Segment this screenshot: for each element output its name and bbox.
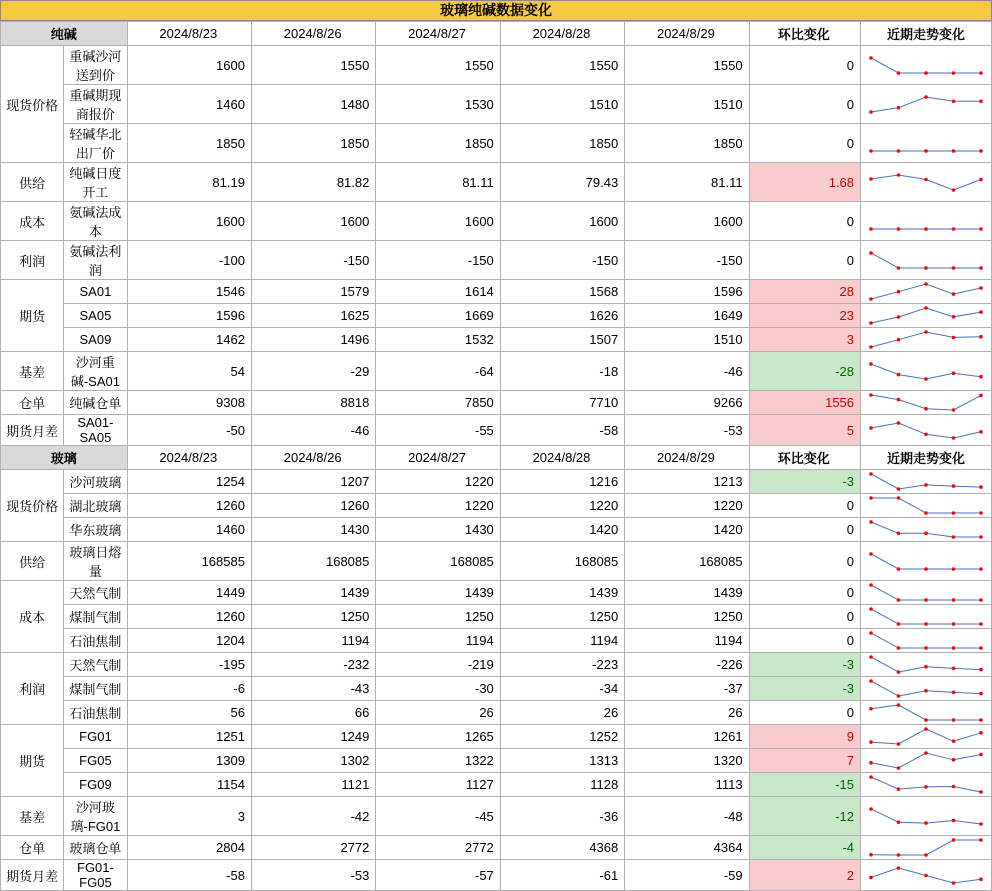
row-value: -55 xyxy=(376,415,500,446)
date-header: 2024/8/28 xyxy=(500,22,624,46)
row-item: SA01 xyxy=(64,280,127,304)
row-item: 石油焦制 xyxy=(64,701,127,725)
row-sparkline xyxy=(861,605,992,629)
row-value: 3 xyxy=(127,797,251,836)
row-value: 168085 xyxy=(625,542,749,581)
row-change: -15 xyxy=(749,773,860,797)
table-row xyxy=(1,542,992,581)
table-row xyxy=(1,749,992,773)
row-sparkline xyxy=(861,328,992,352)
row-value: 1462 xyxy=(127,328,251,352)
row-item: 玻璃仓单 xyxy=(64,836,127,860)
row-change: 5 xyxy=(749,415,860,446)
row-value: 1568 xyxy=(500,280,624,304)
row-value: 1600 xyxy=(376,202,500,241)
row-sparkline xyxy=(861,241,992,280)
row-value: 1460 xyxy=(127,518,251,542)
row-category: 期货月差 xyxy=(1,860,64,891)
row-value: 1250 xyxy=(625,605,749,629)
row-value: 9308 xyxy=(127,391,251,415)
row-value: 1249 xyxy=(251,725,375,749)
row-value: -42 xyxy=(251,797,375,836)
row-category: 供给 xyxy=(1,542,64,581)
row-item: FG05 xyxy=(64,749,127,773)
row-value: 168085 xyxy=(500,542,624,581)
row-change: 0 xyxy=(749,581,860,605)
row-value: 2804 xyxy=(127,836,251,860)
row-value: 1614 xyxy=(376,280,500,304)
row-sparkline xyxy=(861,860,992,891)
row-value: -58 xyxy=(500,415,624,446)
row-value: 1220 xyxy=(376,470,500,494)
row-sparkline xyxy=(861,797,992,836)
row-value: -29 xyxy=(251,352,375,391)
row-value: 1128 xyxy=(500,773,624,797)
date-header: 2024/8/28 xyxy=(500,446,624,470)
row-value: 1510 xyxy=(625,85,749,124)
row-sparkline xyxy=(861,163,992,202)
row-item: 湖北玻璃 xyxy=(64,494,127,518)
section-header-row xyxy=(1,22,992,46)
row-value: 66 xyxy=(251,701,375,725)
table-row xyxy=(1,85,992,124)
row-category: 现货价格 xyxy=(1,470,64,542)
table-row xyxy=(1,352,992,391)
row-value: -150 xyxy=(625,241,749,280)
row-value: -50 xyxy=(127,415,251,446)
row-value: 1302 xyxy=(251,749,375,773)
row-change: 0 xyxy=(749,701,860,725)
table-row xyxy=(1,470,992,494)
row-value: 81.11 xyxy=(625,163,749,202)
date-header: 2024/8/27 xyxy=(376,446,500,470)
row-value: 1260 xyxy=(127,605,251,629)
row-category: 期货月差 xyxy=(1,415,64,446)
row-value: 1194 xyxy=(251,629,375,653)
table-row xyxy=(1,202,992,241)
row-category: 现货价格 xyxy=(1,46,64,163)
row-value: -37 xyxy=(625,677,749,701)
row-value: 1496 xyxy=(251,328,375,352)
row-value: 1600 xyxy=(625,202,749,241)
row-value: 81.19 xyxy=(127,163,251,202)
row-category: 成本 xyxy=(1,581,64,653)
row-value: -6 xyxy=(127,677,251,701)
row-item: 重碱沙河送到价 xyxy=(64,46,127,85)
row-value: 4368 xyxy=(500,836,624,860)
row-item: 沙河玻璃-FG01 xyxy=(64,797,127,836)
row-value: 1449 xyxy=(127,581,251,605)
row-value: 8818 xyxy=(251,391,375,415)
row-value: 1550 xyxy=(500,46,624,85)
table-row xyxy=(1,391,992,415)
row-change: 0 xyxy=(749,494,860,518)
row-item: 轻碱华北出厂价 xyxy=(64,124,127,163)
date-header: 2024/8/27 xyxy=(376,22,500,46)
row-change: -3 xyxy=(749,470,860,494)
row-value: 1260 xyxy=(127,494,251,518)
row-sparkline xyxy=(861,46,992,85)
row-sparkline xyxy=(861,725,992,749)
row-category: 期货 xyxy=(1,725,64,797)
table-row xyxy=(1,797,992,836)
row-value: 56 xyxy=(127,701,251,725)
row-value: 1194 xyxy=(625,629,749,653)
row-item: 煤制气制 xyxy=(64,605,127,629)
row-value: -226 xyxy=(625,653,749,677)
row-value: 1261 xyxy=(625,725,749,749)
row-item: 纯碱仓单 xyxy=(64,391,127,415)
row-value: 1596 xyxy=(625,280,749,304)
row-value: -58 xyxy=(127,860,251,891)
date-header: 2024/8/29 xyxy=(625,446,749,470)
row-item: 氨碱法利润 xyxy=(64,241,127,280)
row-value: 1154 xyxy=(127,773,251,797)
row-change: 1556 xyxy=(749,391,860,415)
row-value: 1850 xyxy=(500,124,624,163)
row-value: 1850 xyxy=(251,124,375,163)
row-value: 1265 xyxy=(376,725,500,749)
row-category: 仓单 xyxy=(1,391,64,415)
trend-header: 近期走势变化 xyxy=(861,22,992,46)
row-value: 1546 xyxy=(127,280,251,304)
row-value: 1649 xyxy=(625,304,749,328)
table-row xyxy=(1,773,992,797)
row-value: 1204 xyxy=(127,629,251,653)
table-row xyxy=(1,701,992,725)
row-item: FG01 xyxy=(64,725,127,749)
row-value: 1669 xyxy=(376,304,500,328)
row-sparkline xyxy=(861,701,992,725)
row-item: 天然气制 xyxy=(64,653,127,677)
table-row xyxy=(1,494,992,518)
section-name: 玻璃 xyxy=(1,446,128,470)
row-item: 石油焦制 xyxy=(64,629,127,653)
row-value: 1207 xyxy=(251,470,375,494)
section-name: 纯碱 xyxy=(1,22,128,46)
row-value: -18 xyxy=(500,352,624,391)
row-item: FG09 xyxy=(64,773,127,797)
row-sparkline xyxy=(861,280,992,304)
row-value: 168585 xyxy=(127,542,251,581)
row-sparkline xyxy=(861,518,992,542)
row-item: SA09 xyxy=(64,328,127,352)
row-value: -46 xyxy=(625,352,749,391)
row-value: 1320 xyxy=(625,749,749,773)
row-value: 1550 xyxy=(251,46,375,85)
row-value: 1600 xyxy=(127,46,251,85)
row-change: 1.68 xyxy=(749,163,860,202)
row-change: 23 xyxy=(749,304,860,328)
row-value: -57 xyxy=(376,860,500,891)
row-change: 7 xyxy=(749,749,860,773)
row-item: 重碱期现商报价 xyxy=(64,85,127,124)
row-value: 1626 xyxy=(500,304,624,328)
row-value: 1309 xyxy=(127,749,251,773)
row-change: 0 xyxy=(749,85,860,124)
row-sparkline xyxy=(861,773,992,797)
row-category: 成本 xyxy=(1,202,64,241)
row-sparkline xyxy=(861,677,992,701)
row-value: 1596 xyxy=(127,304,251,328)
row-value: 1220 xyxy=(625,494,749,518)
table-row xyxy=(1,280,992,304)
row-value: 1439 xyxy=(251,581,375,605)
section-header-row xyxy=(1,446,992,470)
row-item: SA01-SA05 xyxy=(64,415,127,446)
row-value: 1220 xyxy=(500,494,624,518)
row-value: 4364 xyxy=(625,836,749,860)
row-value: 81.82 xyxy=(251,163,375,202)
row-value: 1550 xyxy=(376,46,500,85)
row-value: 26 xyxy=(625,701,749,725)
row-value: -150 xyxy=(376,241,500,280)
row-sparkline xyxy=(861,494,992,518)
row-sparkline xyxy=(861,415,992,446)
row-value: 1430 xyxy=(376,518,500,542)
row-change: 9 xyxy=(749,725,860,749)
date-header: 2024/8/23 xyxy=(127,22,251,46)
row-value: -223 xyxy=(500,653,624,677)
row-item: 纯碱日度开工 xyxy=(64,163,127,202)
table-row xyxy=(1,860,992,891)
row-value: -43 xyxy=(251,677,375,701)
row-value: 1600 xyxy=(251,202,375,241)
row-sparkline xyxy=(861,836,992,860)
row-sparkline xyxy=(861,124,992,163)
table-row xyxy=(1,304,992,328)
row-value: 26 xyxy=(376,701,500,725)
row-item: 氨碱法成本 xyxy=(64,202,127,241)
row-value: 2772 xyxy=(376,836,500,860)
row-value: -46 xyxy=(251,415,375,446)
row-category: 利润 xyxy=(1,653,64,725)
row-value: -34 xyxy=(500,677,624,701)
row-value: 1532 xyxy=(376,328,500,352)
row-value: -53 xyxy=(251,860,375,891)
row-value: -219 xyxy=(376,653,500,677)
row-value: 168085 xyxy=(251,542,375,581)
row-value: 1250 xyxy=(500,605,624,629)
row-change: -28 xyxy=(749,352,860,391)
row-sparkline xyxy=(861,542,992,581)
row-value: 81.11 xyxy=(376,163,500,202)
row-change: 3 xyxy=(749,328,860,352)
row-value: 1250 xyxy=(376,605,500,629)
row-item: 沙河玻璃 xyxy=(64,470,127,494)
row-sparkline xyxy=(861,470,992,494)
row-category: 仓单 xyxy=(1,836,64,860)
row-value: -232 xyxy=(251,653,375,677)
row-item: 玻璃日熔量 xyxy=(64,542,127,581)
row-change: 0 xyxy=(749,124,860,163)
table-row xyxy=(1,836,992,860)
row-value: -45 xyxy=(376,797,500,836)
row-category: 期货 xyxy=(1,280,64,352)
date-header: 2024/8/29 xyxy=(625,22,749,46)
row-value: 79.43 xyxy=(500,163,624,202)
table-row xyxy=(1,328,992,352)
row-sparkline xyxy=(861,391,992,415)
page-title: 玻璃纯碱数据变化 xyxy=(0,0,992,21)
table-row xyxy=(1,518,992,542)
table-row xyxy=(1,725,992,749)
date-header: 2024/8/26 xyxy=(251,446,375,470)
row-change: -3 xyxy=(749,677,860,701)
row-value: 1260 xyxy=(251,494,375,518)
row-value: 2772 xyxy=(251,836,375,860)
row-change: -4 xyxy=(749,836,860,860)
row-value: -150 xyxy=(251,241,375,280)
row-value: 26 xyxy=(500,701,624,725)
row-value: -61 xyxy=(500,860,624,891)
row-change: -12 xyxy=(749,797,860,836)
row-value: 1439 xyxy=(625,581,749,605)
row-value: 54 xyxy=(127,352,251,391)
table-row xyxy=(1,653,992,677)
row-item: FG01-FG05 xyxy=(64,860,127,891)
table-row xyxy=(1,46,992,85)
row-value: 1850 xyxy=(625,124,749,163)
row-category: 基差 xyxy=(1,797,64,836)
row-change: 2 xyxy=(749,860,860,891)
row-value: 1420 xyxy=(500,518,624,542)
row-value: 1530 xyxy=(376,85,500,124)
row-value: 1480 xyxy=(251,85,375,124)
row-change: 0 xyxy=(749,542,860,581)
row-value: 1216 xyxy=(500,470,624,494)
row-value: 1322 xyxy=(376,749,500,773)
row-value: 1220 xyxy=(376,494,500,518)
row-value: 1625 xyxy=(251,304,375,328)
row-value: 1439 xyxy=(500,581,624,605)
row-value: -64 xyxy=(376,352,500,391)
change-header: 环比变化 xyxy=(749,446,860,470)
row-value: 1420 xyxy=(625,518,749,542)
row-sparkline xyxy=(861,581,992,605)
row-change: 0 xyxy=(749,241,860,280)
row-value: 1430 xyxy=(251,518,375,542)
row-value: 1194 xyxy=(500,629,624,653)
row-sparkline xyxy=(861,749,992,773)
row-change: 0 xyxy=(749,46,860,85)
row-value: -48 xyxy=(625,797,749,836)
row-value: -59 xyxy=(625,860,749,891)
row-value: 1510 xyxy=(500,85,624,124)
row-value: 1600 xyxy=(500,202,624,241)
table-row xyxy=(1,241,992,280)
row-sparkline xyxy=(861,629,992,653)
row-item: SA05 xyxy=(64,304,127,328)
row-value: 1121 xyxy=(251,773,375,797)
row-category: 供给 xyxy=(1,163,64,202)
row-sparkline xyxy=(861,304,992,328)
change-header: 环比变化 xyxy=(749,22,860,46)
row-value: -36 xyxy=(500,797,624,836)
row-value: 1507 xyxy=(500,328,624,352)
row-sparkline xyxy=(861,653,992,677)
row-value: 1113 xyxy=(625,773,749,797)
table-row xyxy=(1,629,992,653)
row-change: 0 xyxy=(749,629,860,653)
row-category: 基差 xyxy=(1,352,64,391)
data-table xyxy=(0,21,992,891)
row-sparkline xyxy=(861,352,992,391)
row-value: 1127 xyxy=(376,773,500,797)
table-row xyxy=(1,415,992,446)
trend-header: 近期走势变化 xyxy=(861,446,992,470)
row-item: 天然气制 xyxy=(64,581,127,605)
row-value: -195 xyxy=(127,653,251,677)
row-change: 28 xyxy=(749,280,860,304)
row-sparkline xyxy=(861,202,992,241)
row-value: 1194 xyxy=(376,629,500,653)
row-value: 168085 xyxy=(376,542,500,581)
row-value: 1439 xyxy=(376,581,500,605)
row-value: 1579 xyxy=(251,280,375,304)
row-value: 1510 xyxy=(625,328,749,352)
table-row xyxy=(1,605,992,629)
row-sparkline xyxy=(861,85,992,124)
table-row xyxy=(1,677,992,701)
row-change: 0 xyxy=(749,605,860,629)
row-item: 华东玻璃 xyxy=(64,518,127,542)
row-value: 1251 xyxy=(127,725,251,749)
row-value: 1600 xyxy=(127,202,251,241)
row-value: 1850 xyxy=(376,124,500,163)
row-value: 1550 xyxy=(625,46,749,85)
date-header: 2024/8/26 xyxy=(251,22,375,46)
row-value: -150 xyxy=(500,241,624,280)
row-item: 煤制气制 xyxy=(64,677,127,701)
row-category: 利润 xyxy=(1,241,64,280)
row-value: -30 xyxy=(376,677,500,701)
row-value: 1460 xyxy=(127,85,251,124)
row-value: 1313 xyxy=(500,749,624,773)
row-change: -3 xyxy=(749,653,860,677)
table-row xyxy=(1,163,992,202)
row-change: 0 xyxy=(749,202,860,241)
row-value: 1213 xyxy=(625,470,749,494)
row-value: 1250 xyxy=(251,605,375,629)
row-value: 1252 xyxy=(500,725,624,749)
row-item: 沙河重碱-SA01 xyxy=(64,352,127,391)
row-value: 7850 xyxy=(376,391,500,415)
row-value: 7710 xyxy=(500,391,624,415)
row-change: 0 xyxy=(749,518,860,542)
row-value: -100 xyxy=(127,241,251,280)
row-value: 1254 xyxy=(127,470,251,494)
table-row xyxy=(1,581,992,605)
row-value: 1850 xyxy=(127,124,251,163)
row-value: 9266 xyxy=(625,391,749,415)
date-header: 2024/8/23 xyxy=(127,446,251,470)
table-row xyxy=(1,124,992,163)
row-value: -53 xyxy=(625,415,749,446)
